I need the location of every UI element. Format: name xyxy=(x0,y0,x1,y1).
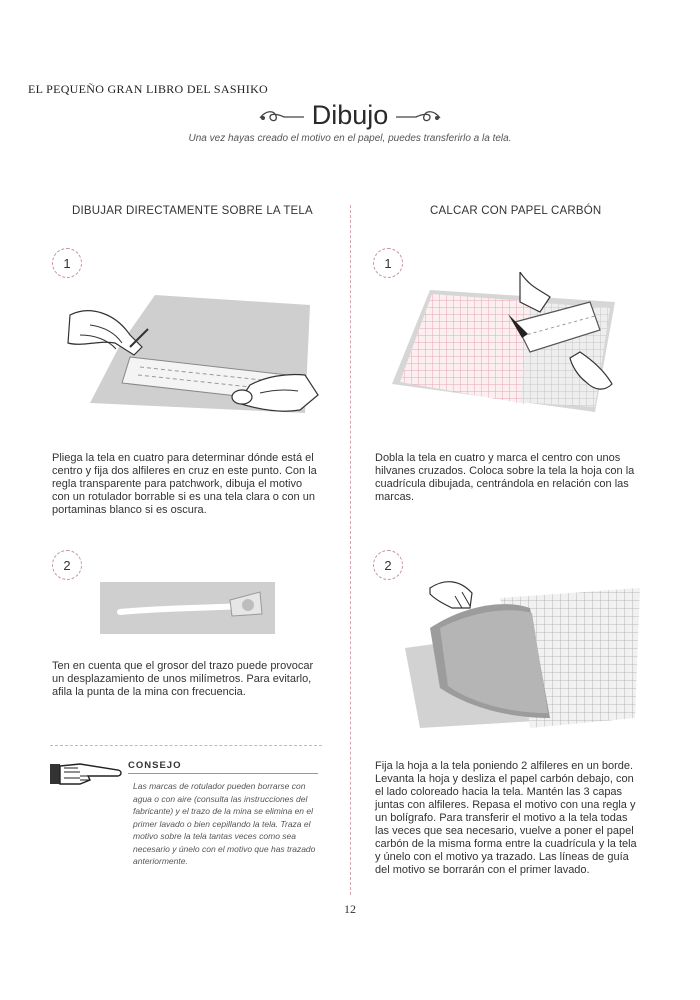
right-step-1-number: 1 xyxy=(373,248,403,278)
tip-underline xyxy=(128,773,318,774)
tip-text: Las marcas de rotulador pueden borrarse con agua o con aire (consulta las instrucciones del fabricante) y el trazo de la mina se elimina en el primer lavado o bien cepillando la tela. Traza el motivo sobre la tela tantas veces como sea necesario y únelo con el motivo que has trazado anteriormente. xyxy=(133,781,316,866)
left-step-1-text: Pliega la tela en cuatro para determinar dónde está el centro y fija dos alfileres en cruz en este punto. Con la regla transparente para patchwork, dibuja el motivo con un rotulador borrable si es una tela clara o con un portaminas blanco si es oscura. xyxy=(52,452,317,516)
section-title: Dibujo xyxy=(311,100,389,130)
column-divider xyxy=(350,205,351,895)
flourish-left-icon xyxy=(258,106,306,126)
page-number: 12 xyxy=(344,902,356,916)
line-thickness-illustration xyxy=(100,578,275,638)
pointing-hand-icon xyxy=(50,758,122,790)
left-column-heading: DIBUJAR DIRECTAMENTE SOBRE LA TELA xyxy=(72,205,313,217)
section-title-block xyxy=(0,100,700,131)
right-column-heading: CALCAR CON PAPEL CARBÓN xyxy=(430,205,602,217)
right-step-2-number: 2 xyxy=(373,550,403,580)
right-step-1-text: Dobla la tela en cuatro y marca el centro con unos hilvanes cruzados. Coloca sobre la tela la hoja con la cuadrícula dibujada, centrándola en relación con las marcas. xyxy=(375,452,635,503)
grid-sheet-illustration xyxy=(390,272,630,422)
tip-title: CONSEJO xyxy=(128,760,182,771)
tip-separator xyxy=(50,745,322,746)
left-step-1-number: 1 xyxy=(52,248,82,278)
flourish-right-icon xyxy=(394,106,442,126)
subtitle: Una vez hayas creado el motivo en el papel, puedes transferirlo a la tela. xyxy=(188,133,512,144)
carbon-paper-illustration xyxy=(400,568,645,738)
running-head: EL PEQUEÑO GRAN LIBRO DEL SASHIKO xyxy=(28,82,269,96)
drawing-on-fabric-illustration xyxy=(60,285,320,425)
right-step-2-text: Fija la hoja a la tela poniendo 2 alfileres en un borde. Levanta la hoja y desliza el papel carbón debajo, con el lado coloreado hacia la tela. Mantén las 3 capas juntas con alfileres. Repasa el motivo con una regla y un bolígrafo. Para transferir el motivo a la tela todas las veces que sea necesario, vuelve a poner el papel carbón de la misma forma entre la cuadrícula y la tela y únelo con el motivo ya trazado. Las líneas de guía del motivo se borrarán con el primer lavado. xyxy=(375,760,637,876)
left-step-2-text: Ten en cuenta que el grosor del trazo puede provocar un desplazamiento de unos milímetros. Para evitarlo, afila la punta de la mina con frecuencia. xyxy=(52,660,314,698)
left-step-2-number: 2 xyxy=(52,550,82,580)
